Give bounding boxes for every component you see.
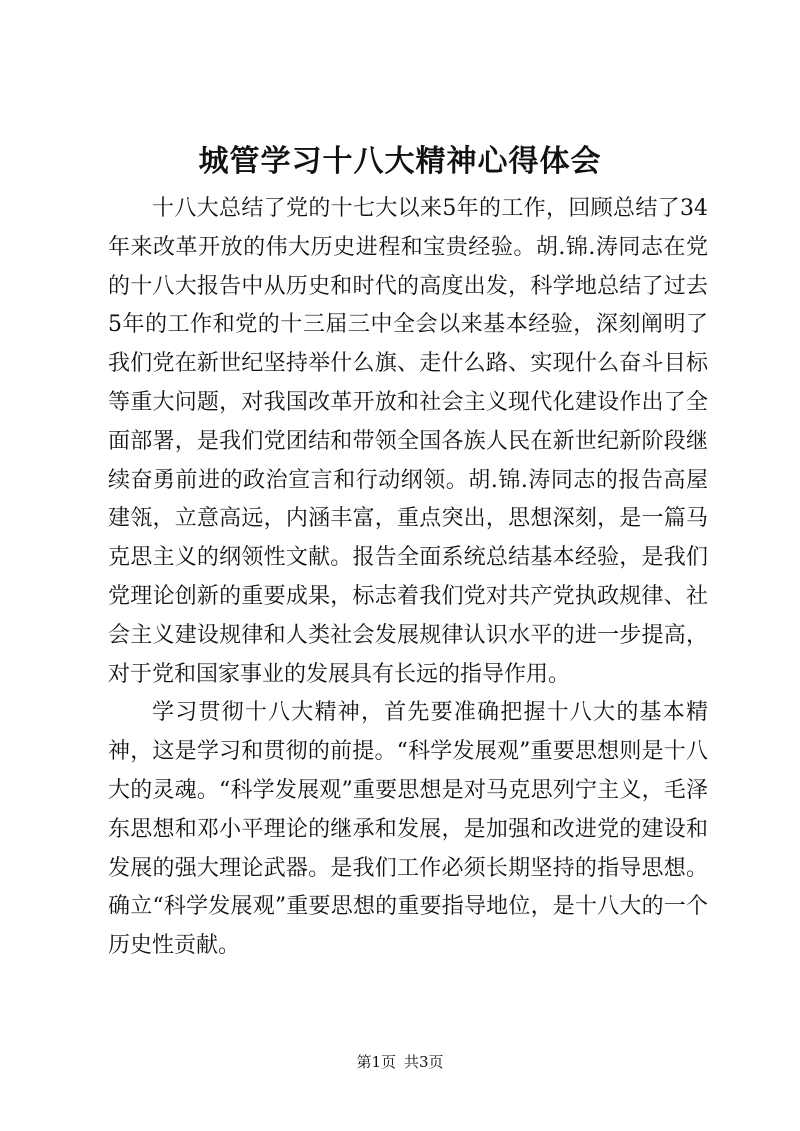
- paragraph-1: 十八大总结了党的十七大以来5年的工作，回顾总结了34年来改革开放的伟大历史进程和宝贵经验。胡.锦.涛同志在党的十八大报告中从历史和时代的高度出发，科学地总结了过去5年的工作和党的十三届三中全会以来基本经验，深刻阐明了我们党在新世纪坚持举什么旗、走什么路、实现什么奋斗目标等重大问题，对我国改革开放和社会主义现代化建设作出了全面部署，是我们党团结和带领全国各族人民在新世纪新阶段继续奋勇前进的政治宣言和行动纲领。胡.锦.涛同志的报告高屋建瓴，立意高远，内涵丰富，重点突出，思想深刻，是一篇马克思主义的纲领性文献。报告全面系统总结基本经验，是我们党理论创新的重要成果，标志着我们党对共产党执政规律、社会主义建设规律和人类社会发展规律认识水平的进一步提高，对于党和国家事业的发展具有长远的指导作用。: [108, 196, 708, 687]
- page-total: 共3页: [404, 1053, 444, 1071]
- page-footer: [0, 1052, 800, 1072]
- document-body: [108, 190, 708, 966]
- page-number: 第1页: [356, 1053, 396, 1071]
- paragraph-2: 学习贯彻十八大精神，首先要准确把握十八大的基本精神，这是学习和贯彻的前提。“科学发展观”重要思想则是十八大的灵魂。“科学发展观”重要思想是对马克思列宁主义，毛泽东思想和邓小平理论的继承和发展，是加强和改进党的建设和发展的强大理论武器。是我们工作必须长期坚持的指导思想。确立“科学发展观”重要思想的重要指导地位，是十八大的一个历史性贡献。: [108, 700, 708, 959]
- document-title: 城管学习十八大精神心得体会: [198, 144, 602, 179]
